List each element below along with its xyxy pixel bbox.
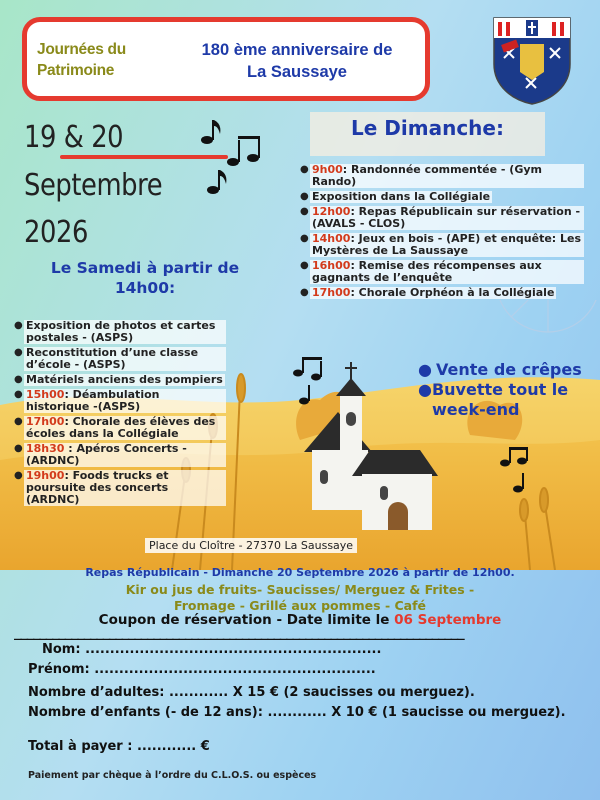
- adults-count-field[interactable]: Nombre d’adultes: ............ X 15 € (2 saucisses ou merguez).: [28, 685, 475, 700]
- list-item: ● 19h00: Foods trucks et poursuite des concerts (ARDNC): [14, 470, 226, 506]
- event-year: 2026: [24, 215, 88, 250]
- coat-of-arms-icon: [490, 14, 574, 106]
- list-item: ● 18h30 : Apéros Concerts - (ARDNC): [14, 443, 226, 467]
- list-item: ● Reconstitution d’une classe d’école - (ASPS): [14, 347, 226, 371]
- event-location: Place du Cloître - 27370 La Saussaye: [145, 538, 357, 553]
- menu-line-2: Fromage - Grillé aux pommes - Café: [173, 598, 427, 613]
- list-item: ● 14h00: Jeux en bois - (APE) et enquête: Les Mystères de La Saussaye: [300, 233, 584, 257]
- journees-patrimoine-title: [37, 39, 165, 81]
- music-notes-icon: [290, 355, 340, 410]
- music-notes-icon: [498, 447, 538, 497]
- coupon-title: Coupon de réservation - Date limite le 06 Septembre: [98, 612, 502, 628]
- list-item: ● 12h00: Repas Républicain sur réservation - (AVALS - CLOS): [300, 206, 584, 230]
- list-item: ● Buvette tout le week-end: [418, 380, 569, 419]
- children-count-field[interactable]: Nombre d’enfants (- de 12 ans): ............ X 10 € (1 saucisse ou merguez).: [28, 705, 566, 720]
- date-underline-decoration: [60, 155, 228, 159]
- prenom-field[interactable]: Prénom: .........................................................: [28, 662, 376, 677]
- extras-list: [418, 360, 588, 420]
- anniversary-line2: La Saussaye: [247, 63, 347, 81]
- list-item: ● Vente de crêpes: [418, 360, 582, 379]
- list-item: ● 17h00: Chorale Orphéon à la Collégiale: [300, 286, 555, 299]
- sunday-heading: Le Dimanche:: [351, 116, 504, 140]
- saturday-heading-line1: Le Samedi à partir de: [50, 259, 240, 277]
- list-item: ● Matériels anciens des pompiers: [14, 373, 223, 386]
- jdp-title-line2: Patrimoine: [37, 62, 115, 79]
- anniversary-title: [172, 39, 422, 83]
- coupon-deadline: 06 Septembre: [394, 612, 502, 628]
- saturday-heading-line2: 14h00:: [114, 279, 176, 297]
- list-item: ● 16h00: Remise des récompenses aux gagnants de l’enquête: [300, 260, 584, 284]
- header-banner: [22, 17, 430, 101]
- nom-field[interactable]: Nom: ............................................................: [42, 642, 382, 657]
- saturday-program-list: [14, 320, 226, 509]
- payment-note: Paiement par chèque à l’ordre du C.L.O.S. ou espèces: [28, 770, 317, 781]
- total-field[interactable]: Total à payer : ............ €: [28, 739, 210, 754]
- cut-line: _______________________________________________________________________: [14, 626, 464, 641]
- list-item: ● 9h00: Randonnée commentée - (Gym Rando): [300, 164, 584, 188]
- jdp-title-line1: Journées du: [37, 41, 126, 58]
- list-item: ● Exposition dans la Collégiale: [300, 190, 491, 203]
- repas-announcement: Repas Républicain - Dimanche 20 Septembre 2026 à partir de 12h00.: [85, 566, 515, 579]
- event-month: Septembre: [24, 168, 163, 203]
- anniversary-line1: 180 ème anniversaire de: [201, 41, 393, 59]
- menu-line-1: Kir ou jus de fruits- Saucisses/ Merguez & Frites -: [125, 582, 475, 597]
- list-item: ● 15h00: Déambulation historique -(ASPS): [14, 389, 226, 413]
- event-days: 19 & 20: [24, 120, 124, 155]
- list-item: ● Exposition de photos et cartes postales - (ASPS): [14, 320, 226, 344]
- sunday-program-list: [300, 164, 584, 302]
- list-item: ● 17h00: Chorale des élèves des écoles dans la Collégiale: [14, 416, 226, 440]
- saturday-heading: [14, 258, 276, 298]
